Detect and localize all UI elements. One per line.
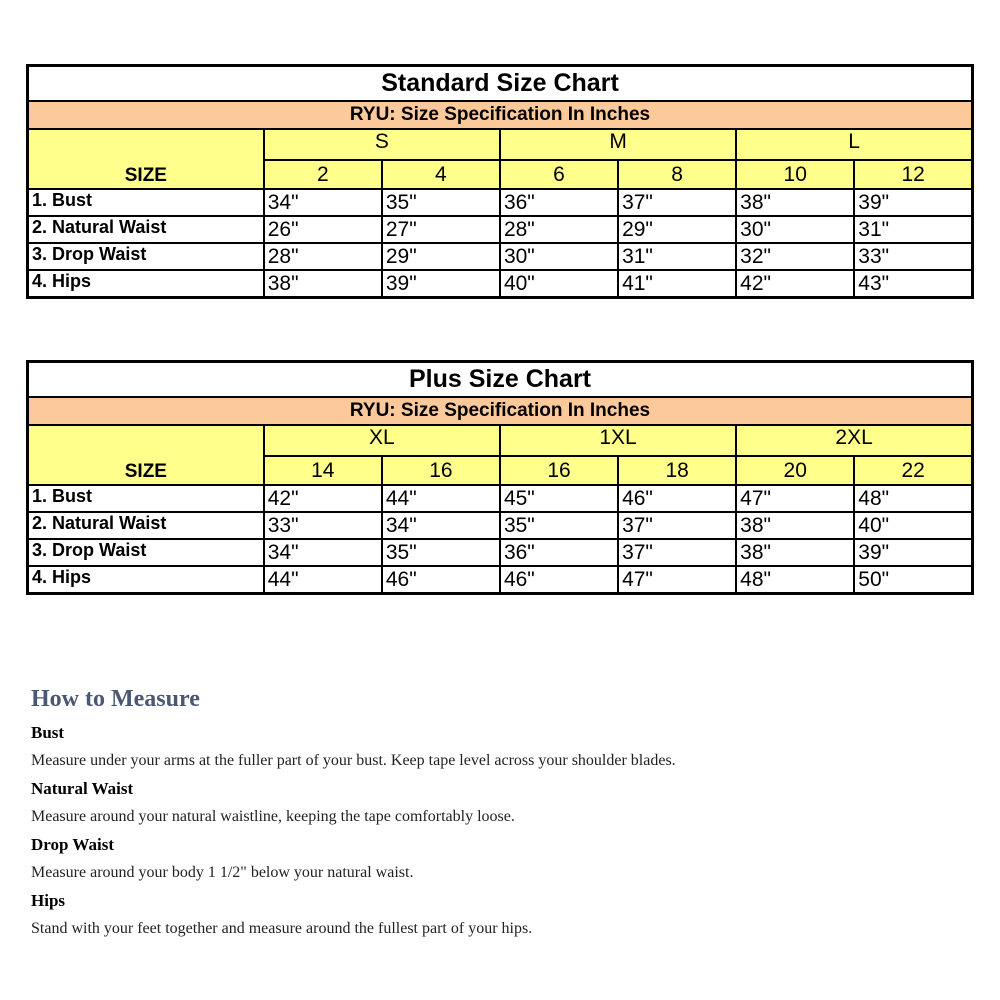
size-group: 1XL [500, 425, 736, 456]
row-label: 4. Hips [28, 566, 264, 594]
cell-value: 46" [618, 485, 736, 512]
cell-value: 34" [382, 512, 500, 539]
cell-value: 50" [854, 566, 972, 594]
size-group: S [264, 129, 500, 160]
size-group: M [500, 129, 736, 160]
size-number: 12 [854, 160, 972, 189]
size-number: 22 [854, 456, 972, 485]
size-header: SIZE [28, 129, 264, 189]
measure-desc-hips: Stand with your feet together and measure around the fullest part of your hips. [31, 920, 533, 937]
table-row [28, 216, 973, 243]
cell-value: 46" [382, 566, 500, 594]
chart-title: Standard Size Chart [28, 66, 973, 102]
cell-value: 29" [618, 216, 736, 243]
size-number: 18 [618, 456, 736, 485]
row-label: 3. Drop Waist [28, 243, 264, 270]
cell-value: 32" [736, 243, 854, 270]
row-label: 2. Natural Waist [28, 512, 264, 539]
cell-value: 35" [382, 539, 500, 566]
cell-value: 34" [264, 189, 382, 216]
measure-desc-drop-waist: Measure around your body 1 1/2" below your natural waist. [31, 864, 414, 881]
row-label: 1. Bust [28, 485, 264, 512]
cell-value: 31" [618, 243, 736, 270]
table-row [28, 539, 973, 566]
cell-value: 33" [854, 243, 972, 270]
cell-value: 39" [854, 189, 972, 216]
cell-value: 38" [264, 270, 382, 298]
cell-value: 47" [736, 485, 854, 512]
cell-value: 44" [382, 485, 500, 512]
how-to-measure-section [31, 682, 971, 944]
row-label: 1. Bust [28, 189, 264, 216]
cell-value: 34" [264, 539, 382, 566]
chart-title: Plus Size Chart [28, 362, 973, 398]
size-number: 16 [500, 456, 618, 485]
cell-value: 28" [500, 216, 618, 243]
cell-value: 40" [500, 270, 618, 298]
cell-value: 48" [854, 485, 972, 512]
table-row [28, 270, 973, 298]
cell-value: 45" [500, 485, 618, 512]
table-row [28, 485, 973, 512]
measure-term-bust: Bust [31, 723, 65, 742]
cell-value: 44" [264, 566, 382, 594]
cell-value: 43" [854, 270, 972, 298]
cell-value: 46" [500, 566, 618, 594]
cell-value: 35" [382, 189, 500, 216]
cell-value: 28" [264, 243, 382, 270]
measure-desc-natural-waist: Measure around your natural waistline, keeping the tape comfortably loose. [31, 808, 515, 825]
table-row [28, 189, 973, 216]
cell-value: 29" [382, 243, 500, 270]
cell-value: 36" [500, 539, 618, 566]
standard-size-chart [26, 64, 974, 299]
cell-value: 31" [854, 216, 972, 243]
cell-value: 38" [736, 539, 854, 566]
cell-value: 38" [736, 512, 854, 539]
cell-value: 33" [264, 512, 382, 539]
cell-value: 48" [736, 566, 854, 594]
table-row [28, 566, 973, 594]
cell-value: 38" [736, 189, 854, 216]
cell-value: 41" [618, 270, 736, 298]
size-number: 2 [264, 160, 382, 189]
size-number: 6 [500, 160, 618, 189]
measure-term-natural-waist: Natural Waist [31, 779, 134, 798]
size-number: 20 [736, 456, 854, 485]
cell-value: 42" [736, 270, 854, 298]
cell-value: 37" [618, 539, 736, 566]
cell-value: 30" [736, 216, 854, 243]
cell-value: 39" [854, 539, 972, 566]
cell-value: 39" [382, 270, 500, 298]
section-heading: How to Measure [31, 686, 200, 712]
plus-size-chart [26, 360, 974, 595]
cell-value: 47" [618, 566, 736, 594]
size-group: L [736, 129, 972, 160]
measure-desc-bust: Measure under your arms at the fuller part of your bust. Keep tape level across your shoulder blades. [31, 752, 676, 769]
size-number: 16 [382, 456, 500, 485]
cell-value: 42" [264, 485, 382, 512]
row-label: 4. Hips [28, 270, 264, 298]
cell-value: 27" [382, 216, 500, 243]
cell-value: 37" [618, 189, 736, 216]
size-number: 14 [264, 456, 382, 485]
size-number: 4 [382, 160, 500, 189]
spec-subtitle: RYU: Size Specification In Inches [28, 397, 973, 425]
cell-value: 36" [500, 189, 618, 216]
spec-subtitle: RYU: Size Specification In Inches [28, 101, 973, 129]
cell-value: 26" [264, 216, 382, 243]
cell-value: 40" [854, 512, 972, 539]
size-group: XL [264, 425, 500, 456]
row-label: 2. Natural Waist [28, 216, 264, 243]
table-row [28, 512, 973, 539]
size-number: 10 [736, 160, 854, 189]
measure-term-drop-waist: Drop Waist [31, 835, 114, 854]
measure-term-hips: Hips [31, 891, 66, 910]
size-group: 2XL [736, 425, 972, 456]
cell-value: 35" [500, 512, 618, 539]
size-number: 8 [618, 160, 736, 189]
cell-value: 30" [500, 243, 618, 270]
table-row [28, 243, 973, 270]
cell-value: 37" [618, 512, 736, 539]
row-label: 3. Drop Waist [28, 539, 264, 566]
size-header: SIZE [28, 425, 264, 485]
